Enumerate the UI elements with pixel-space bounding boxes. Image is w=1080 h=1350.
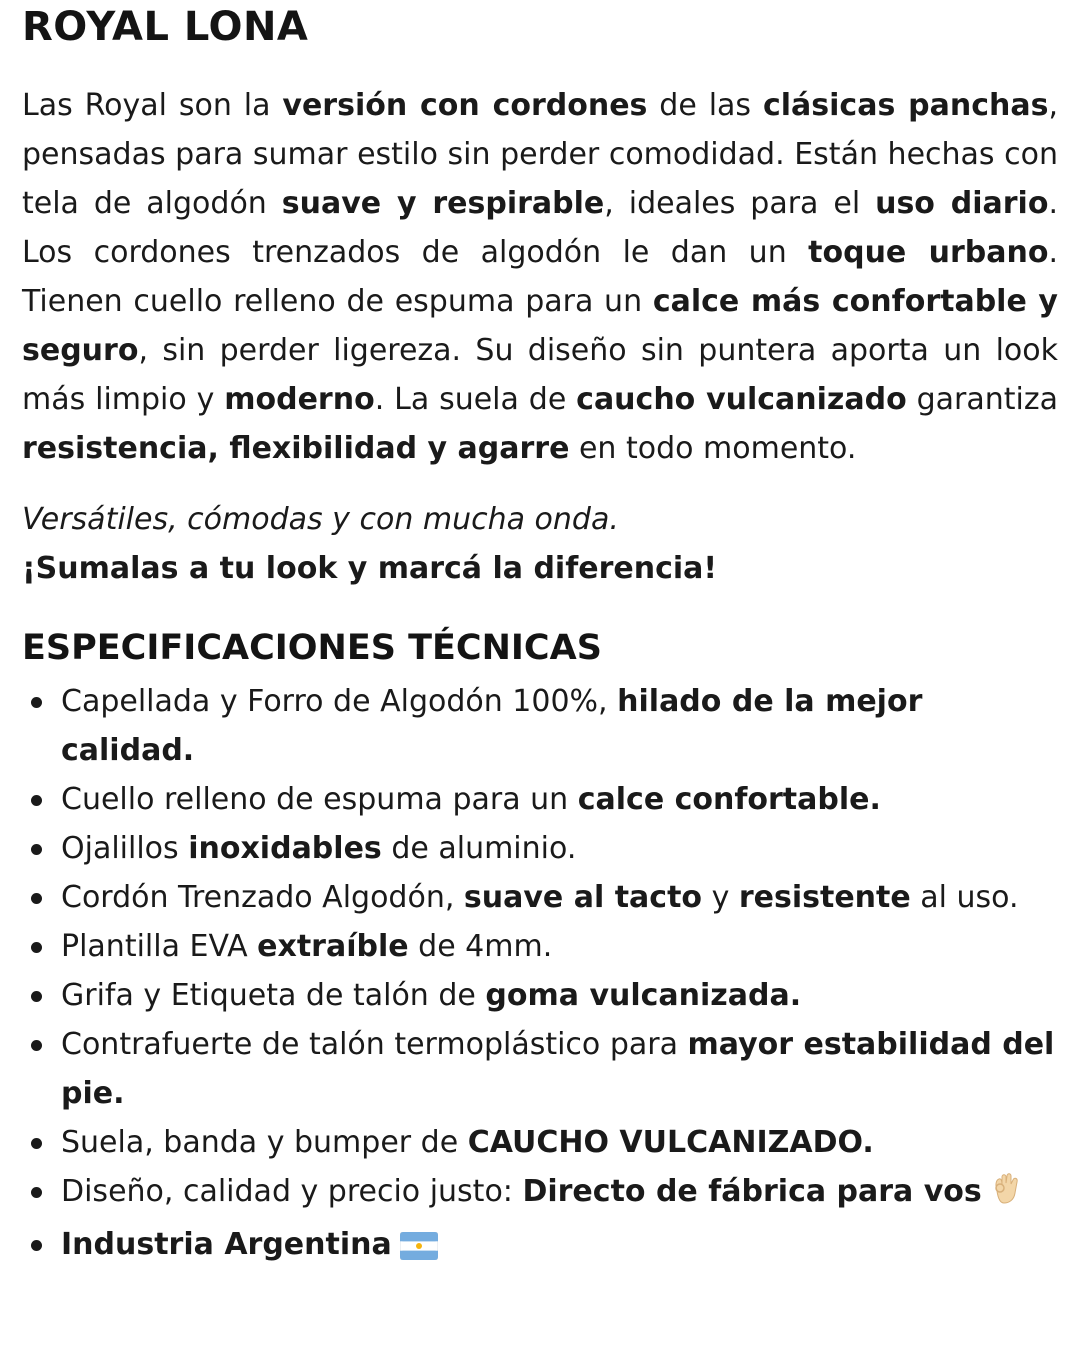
spec-item-bold-text: inoxidables: [188, 831, 382, 866]
spec-item: [22, 971, 1058, 1020]
spec-item-text: Contrafuerte de talón termoplástico para: [61, 1027, 688, 1062]
description-text: , pensadas para sumar estilo sin perder comodidad. Están hechas con tela de algodón: [22, 88, 1058, 221]
description-bold-text: toque urbano: [808, 235, 1049, 270]
spec-item-bold-text: resistente: [738, 880, 911, 915]
description-bold-text: suave y respirable: [281, 186, 605, 221]
description-text: . Los cordones trenzados de algodón le dan un: [22, 186, 1058, 270]
description-bold-text: versión con cordones: [282, 88, 648, 123]
spec-item-text: de aluminio.: [381, 831, 577, 866]
tagline-cta: ¡Sumalas a tu look y marcá la diferencia!: [22, 551, 718, 586]
spec-item-text: al uso.: [910, 880, 1019, 915]
spec-item-bold-text: Directo de fábrica para vos: [522, 1174, 982, 1209]
spec-item-text: Cordón Trenzado Algodón,: [61, 880, 464, 915]
ok-hand-icon: [990, 1171, 1020, 1220]
argentina-flag-icon: [400, 1224, 438, 1273]
description-bold-text: clásicas panchas: [762, 88, 1049, 123]
spec-item-text: Diseño, calidad y precio justo:: [61, 1174, 523, 1209]
spec-item-text: Ojalillos: [61, 831, 189, 866]
spec-item-text: de 4mm.: [408, 929, 553, 964]
spec-item: [22, 1118, 1058, 1167]
specs-heading: ESPECIFICACIONES TÉCNICAS: [22, 628, 602, 668]
spec-item-text: Plantilla EVA: [61, 929, 258, 964]
product-description: [22, 81, 1058, 473]
spec-item: [22, 922, 1058, 971]
spec-item-bold-text: suave al tacto: [463, 880, 703, 915]
description-text: Las Royal son la: [22, 88, 283, 123]
description-bold-text: uso diario: [875, 186, 1049, 221]
spec-item: [22, 1220, 1058, 1273]
spec-item-text: y: [702, 880, 739, 915]
spec-item-text: Capellada y Forro de Algodón 100%,: [61, 684, 618, 719]
product-title: ROYAL LONA: [22, 4, 309, 50]
spec-item-bold-text: extraíble: [257, 929, 409, 964]
specs-list: [22, 677, 1058, 1273]
spec-item: [22, 775, 1058, 824]
spec-item: [22, 677, 1058, 775]
description-text: , ideales para el: [604, 186, 876, 221]
description-bold-text: caucho vulcanizado: [576, 382, 907, 417]
spec-item-bold-text: goma vulcanizada.: [485, 978, 802, 1013]
spec-item: [22, 1020, 1058, 1118]
description-bold-text: calce más confortable y seguro: [22, 284, 1058, 368]
description-text: de las: [647, 88, 763, 123]
spec-item-text: Suela, banda y bumper de: [61, 1125, 468, 1160]
description-text: . Tienen cuello relleno de espuma para un: [22, 235, 1058, 319]
spec-item-text: Grifa y Etiqueta de talón de: [61, 978, 486, 1013]
spec-item-bold-text: CAUCHO VULCANIZADO.: [467, 1125, 874, 1160]
description-text: garantiza: [906, 382, 1058, 417]
description-text: en todo momento.: [569, 431, 857, 466]
description-bold-text: moderno: [224, 382, 375, 417]
spec-item-text: Cuello relleno de espuma para un: [61, 782, 578, 817]
spec-item-bold-text: calce confortable.: [577, 782, 881, 817]
tagline-italic: Versátiles, cómodas y con mucha onda.: [22, 502, 619, 537]
spec-item: [22, 873, 1058, 922]
spec-item: [22, 824, 1058, 873]
description-text: , sin perder ligereza. Su diseño sin puntera aporta un look más limpio y: [22, 333, 1058, 417]
spec-item-bold-text: mayor estabilidad del pie.: [61, 1027, 1055, 1111]
description-text: . La suela de: [374, 382, 577, 417]
spec-item: [22, 1167, 1058, 1220]
tagline-block: [22, 495, 1058, 593]
description-bold-text: resistencia, flexibilidad y agarre: [22, 431, 570, 466]
spec-item-bold-text: Industria Argentina: [61, 1227, 392, 1262]
spec-item-bold-text: hilado de la mejor calidad.: [61, 684, 923, 768]
